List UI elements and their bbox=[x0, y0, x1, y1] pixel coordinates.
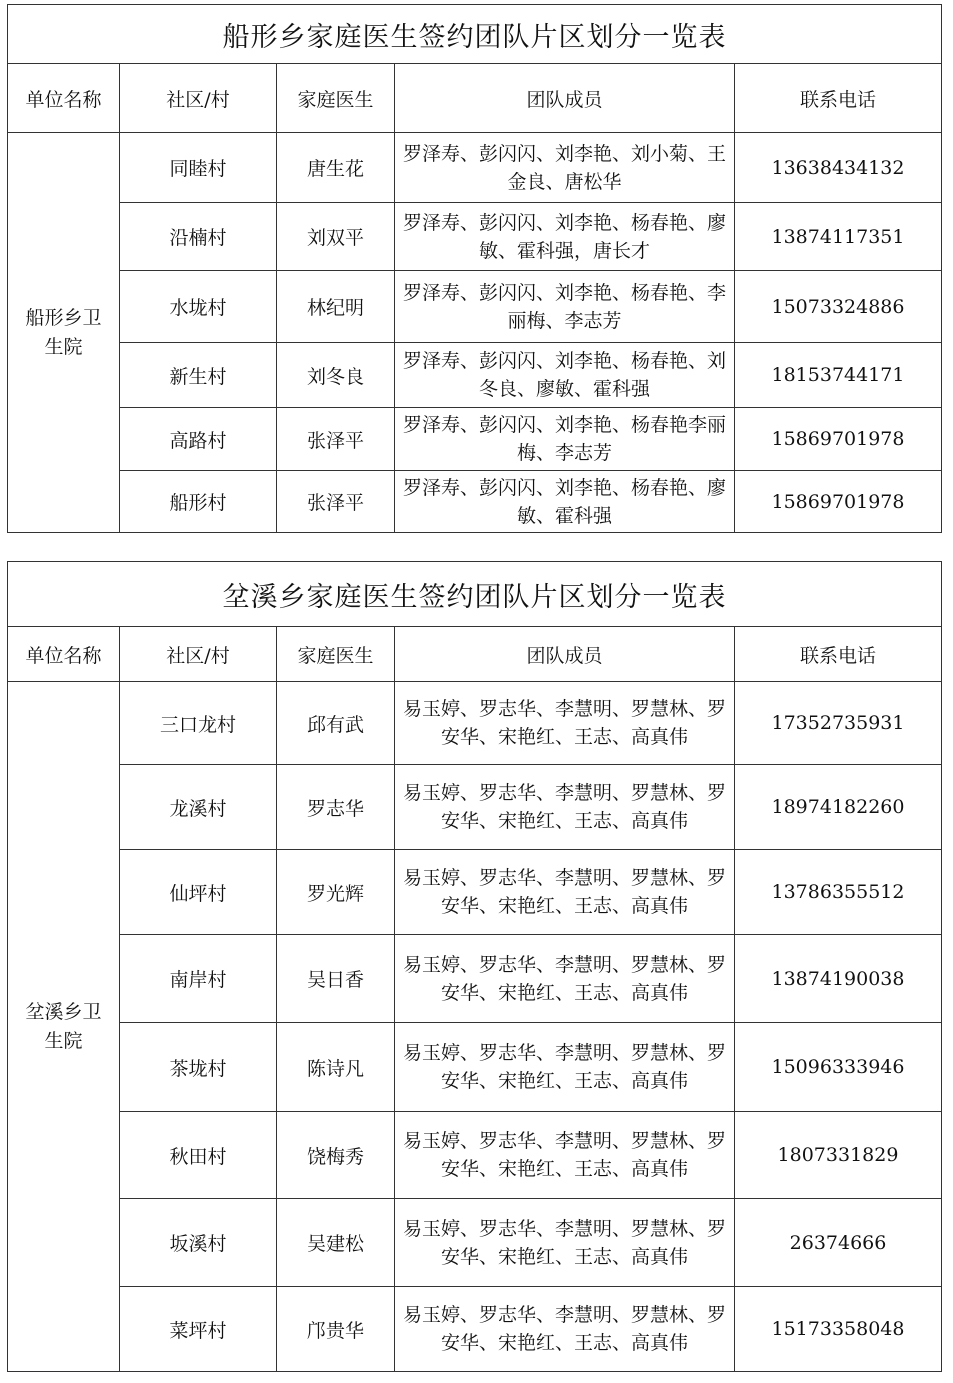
phone-cell: 1807331829 bbox=[735, 1112, 942, 1199]
header-members: 团队成员 bbox=[395, 64, 735, 133]
unit-cell bbox=[8, 682, 120, 1372]
table-row bbox=[8, 935, 942, 1023]
table-row bbox=[8, 271, 942, 343]
village-cell: 船形村 bbox=[120, 471, 277, 533]
village-cell: 坂溪村 bbox=[120, 1199, 277, 1287]
table-title: 船形乡家庭医生签约团队片区划分一览表 bbox=[8, 5, 942, 64]
header-unit: 单位名称 bbox=[8, 64, 120, 133]
members-cell: 罗泽寿、彭闪闪、刘李艳、杨春艳李丽梅、李志芳 bbox=[395, 408, 735, 471]
members-cell: 易玉婷、罗志华、李慧明、罗慧林、罗安华、宋艳红、王志、高真伟 bbox=[395, 682, 735, 765]
doctor-cell: 刘双平 bbox=[277, 203, 395, 271]
members-cell: 易玉婷、罗志华、李慧明、罗慧林、罗安华、宋艳红、王志、高真伟 bbox=[395, 935, 735, 1023]
table-row bbox=[8, 1287, 942, 1372]
village-cell: 高路村 bbox=[120, 408, 277, 471]
table-row bbox=[8, 133, 942, 203]
phone-cell: 13638434132 bbox=[735, 133, 942, 203]
doctor-cell: 罗志华 bbox=[277, 765, 395, 850]
table-row bbox=[8, 1199, 942, 1287]
village-cell: 仙坪村 bbox=[120, 850, 277, 935]
unit-name: 船形乡卫生院 bbox=[25, 306, 102, 358]
village-cell: 水垅村 bbox=[120, 271, 277, 343]
members-cell: 罗泽寿、彭闪闪、刘李艳、杨春艳、刘冬良、廖敏、霍科强 bbox=[395, 343, 735, 408]
doctor-cell: 张泽平 bbox=[277, 408, 395, 471]
phone-cell: 26374666 bbox=[735, 1199, 942, 1287]
table-row bbox=[8, 203, 942, 271]
village-cell: 茶垅村 bbox=[120, 1023, 277, 1112]
header-doctor: 家庭医生 bbox=[277, 627, 395, 682]
village-cell: 菜坪村 bbox=[120, 1287, 277, 1372]
village-cell: 秋田村 bbox=[120, 1112, 277, 1199]
table-row bbox=[8, 343, 942, 408]
phone-cell: 18153744171 bbox=[735, 343, 942, 408]
table-row bbox=[8, 471, 942, 533]
members-cell: 易玉婷、罗志华、李慧明、罗慧林、罗安华、宋艳红、王志、高真伟 bbox=[395, 850, 735, 935]
doctor-cell: 唐生花 bbox=[277, 133, 395, 203]
members-cell: 易玉婷、罗志华、李慧明、罗慧林、罗安华、宋艳红、王志、高真伟 bbox=[395, 1112, 735, 1199]
table-row bbox=[8, 1023, 942, 1112]
village-cell: 同睦村 bbox=[120, 133, 277, 203]
header-members: 团队成员 bbox=[395, 627, 735, 682]
village-cell: 南岸村 bbox=[120, 935, 277, 1023]
doctor-cell: 饶梅秀 bbox=[277, 1112, 395, 1199]
table-chuanxing bbox=[7, 4, 942, 533]
members-cell: 易玉婷、罗志华、李慧明、罗慧林、罗安华、宋艳红、王志、高真伟 bbox=[395, 1199, 735, 1287]
doctor-cell: 林纪明 bbox=[277, 271, 395, 343]
phone-cell: 13874190038 bbox=[735, 935, 942, 1023]
table-title: 坌溪乡家庭医生签约团队片区划分一览表 bbox=[8, 562, 942, 627]
phone-cell: 15073324886 bbox=[735, 271, 942, 343]
phone-cell: 17352735931 bbox=[735, 682, 942, 765]
phone-cell: 15096333946 bbox=[735, 1023, 942, 1112]
members-cell: 罗泽寿、彭闪闪、刘李艳、杨春艳、李丽梅、李志芳 bbox=[395, 271, 735, 343]
village-cell: 新生村 bbox=[120, 343, 277, 408]
doctor-cell: 吴建松 bbox=[277, 1199, 395, 1287]
table-row bbox=[8, 765, 942, 850]
header-unit: 单位名称 bbox=[8, 627, 120, 682]
village-cell: 龙溪村 bbox=[120, 765, 277, 850]
members-cell: 易玉婷、罗志华、李慧明、罗慧林、罗安华、宋艳红、王志、高真伟 bbox=[395, 765, 735, 850]
village-cell: 三口龙村 bbox=[120, 682, 277, 765]
phone-cell: 15173358048 bbox=[735, 1287, 942, 1372]
members-cell: 罗泽寿、彭闪闪、刘李艳、杨春艳、廖敏、霍科强 bbox=[395, 471, 735, 533]
doctor-cell: 罗光辉 bbox=[277, 850, 395, 935]
members-cell: 罗泽寿、彭闪闪、刘李艳、杨春艳、廖敏、霍科强，唐长才 bbox=[395, 203, 735, 271]
phone-cell: 13874117351 bbox=[735, 203, 942, 271]
table-row bbox=[8, 850, 942, 935]
phone-cell: 15869701978 bbox=[735, 471, 942, 533]
phone-cell: 13786355512 bbox=[735, 850, 942, 935]
unit-cell bbox=[8, 133, 120, 533]
doctor-cell: 邝贵华 bbox=[277, 1287, 395, 1372]
phone-cell: 18974182260 bbox=[735, 765, 942, 850]
header-doctor: 家庭医生 bbox=[277, 64, 395, 133]
table-row bbox=[8, 1112, 942, 1199]
table-benxi bbox=[7, 561, 942, 1372]
header-phone: 联系电话 bbox=[735, 627, 942, 682]
doctor-cell: 陈诗凡 bbox=[277, 1023, 395, 1112]
members-cell: 易玉婷、罗志华、李慧明、罗慧林、罗安华、宋艳红、王志、高真伟 bbox=[395, 1023, 735, 1112]
header-village: 社区/村 bbox=[120, 627, 277, 682]
doctor-cell: 吴日香 bbox=[277, 935, 395, 1023]
doctor-cell: 邱有武 bbox=[277, 682, 395, 765]
table-row bbox=[8, 682, 942, 765]
village-cell: 沿楠村 bbox=[120, 203, 277, 271]
doctor-cell: 张泽平 bbox=[277, 471, 395, 533]
unit-name: 坌溪乡卫生院 bbox=[25, 1000, 102, 1052]
members-cell: 罗泽寿、彭闪闪、刘李艳、刘小菊、王金良、唐松华 bbox=[395, 133, 735, 203]
table-row bbox=[8, 408, 942, 471]
header-phone: 联系电话 bbox=[735, 64, 942, 133]
members-cell: 易玉婷、罗志华、李慧明、罗慧林、罗安华、宋艳红、王志、高真伟 bbox=[395, 1287, 735, 1372]
header-village: 社区/村 bbox=[120, 64, 277, 133]
phone-cell: 15869701978 bbox=[735, 408, 942, 471]
doctor-cell: 刘冬良 bbox=[277, 343, 395, 408]
